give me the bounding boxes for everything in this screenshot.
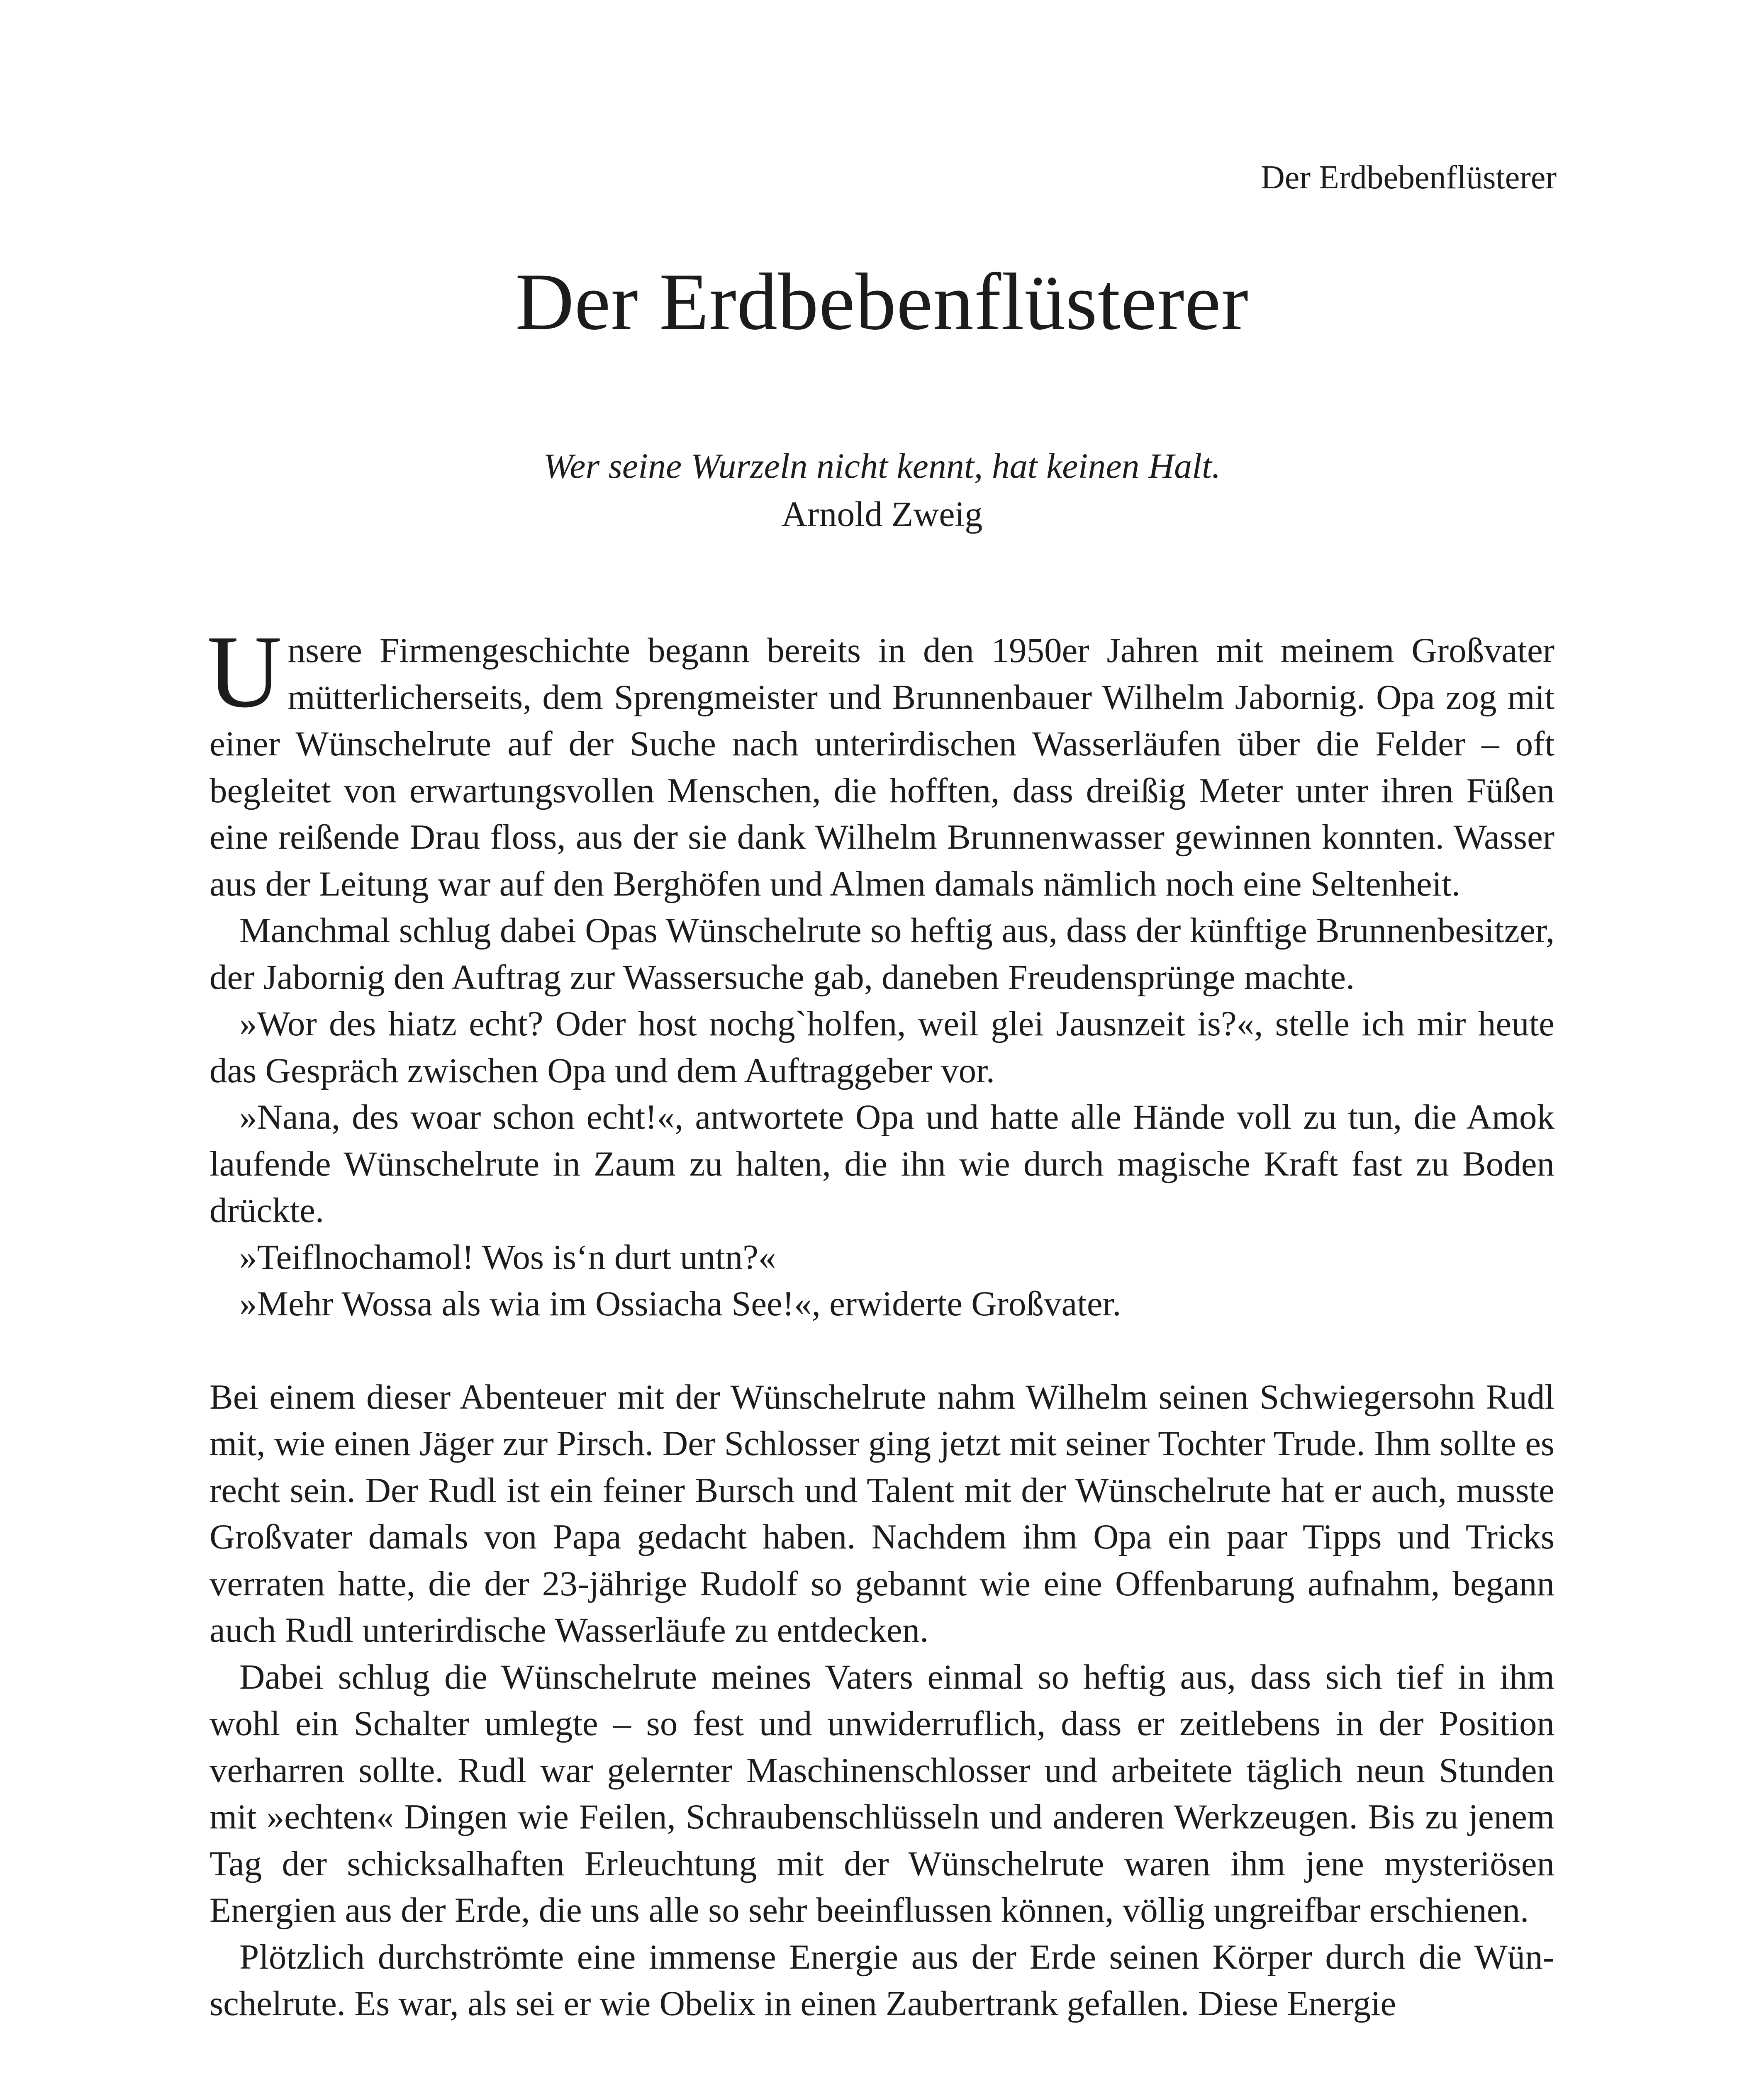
paragraph-4: »Nana, des woar schon echt!«, antwortete Opa und hatte alle Hände voll zu tun, die Amok laufende Wünschelrute in Zaum zu halten, die ihn wie durch magische Kraft fast zu Boden drückte.: [210, 1098, 1554, 1230]
paragraph-9: Plötzlich durchströmte eine immense Energie aus der Erde seinen Körper durch die Wünschelrute. Es war, als sei er wie Obelix in einen Zaubertrank gefallen. Diese Energie: [210, 1937, 1554, 2023]
paragraph-2: Manchmal schlug dabei Opas Wünschelrute so heftig aus, dass der künftige Brunnenbesitzer, der Jabornig den Auftrag zur Wassersuche gab, daneben Freudensprünge machte.: [210, 911, 1554, 997]
paragraph-1-text: nsere Firmengeschichte begann bereits in den 1950er Jahren mit meinem Großvater mütterlicherseits, dem Sprengmeister und Brunnenbauer Wilhelm Jabornig. Opa zog mit einer Wünschelrute auf der Suche nach unterirdischen Wasserläufen über die Felder – oft begleitet von erwartungsvollen Menschen, die hofften, dass dreißig Meter unter ihren Füßen eine reißende Drau floss, aus der sie dank Wilhelm Brunnenwasser gewinnen konnten. Wasser aus der Leitung war auf den Berghöfen und Almen damals nämlich noch eine Seltenheit.: [210, 631, 1554, 903]
paragraph-3: »Wor des hiatz echt? Oder host nochg`holfen, weil glei Jausnzeit is?«, stelle ich mir heute das Gespräch zwischen Opa und dem Auftraggeber vor.: [210, 1004, 1554, 1090]
paragraph-5: »Teiflnochamol! Wos is‘n durt untn?«: [239, 1237, 776, 1277]
drop-cap: U: [207, 614, 282, 729]
paragraph-8: Dabei schlug die Wünschelrute meines Vaters einmal so heftig aus, dass sich tief in ihm wohl ein Schalter umlegte – so fest und unwiderruflich, dass er zeitlebens in der Position verharren sollte. Rudl war gelernter Maschinenschlosser und arbeitete täglich neun Stunden mit »echten« Dingen wie Feilen, Schraubenschlüsseln und anderen Werkzeugen. Bis zu jenem Tag der schicksalhaften Erleuchtung mit der Wünschelrute waren ihm jene mysteriösen Energien aus der Erde, die uns alle so sehr beeinflussen können, völlig ungreifbar erschienen.: [210, 1657, 1554, 1930]
paragraph-6: »Mehr Wossa als wia im Ossiacha See!«, erwiderte Großvater.: [239, 1284, 1121, 1323]
epigraph: [0, 442, 1764, 538]
paragraph-1: [207, 614, 1554, 907]
epigraph-author: Arnold Zweig: [781, 494, 983, 534]
epigraph-quote: Wer seine Wurzeln nicht kennt, hat keinen Halt.: [543, 446, 1221, 486]
paragraph-7: Bei einem dieser Abenteuer mit der Wünschelrute nahm Wilhelm seinen Schwiegersohn Rudl mit, wie einen Jäger zur Pirsch. Der Schlosser ging jetzt mit seiner Tochter Trude. Ihm sollte es recht sein. Der Rudl ist ein feiner Bursch und Talent mit der Wünschelrute hat er auch, musste Großvater damals von Papa gedacht haben. Nachdem ihm Opa ein paar Tipps und Tricks verraten hatte, die der 23-jährige Rudolf so gebannt wie eine Offenbarung aufnahm, begann auch Rudl unterirdische Wasserläufe zu entdecken.: [210, 1377, 1554, 1650]
chapter-title: Der Erdbebenflüsterer: [515, 257, 1249, 347]
body-text: [207, 614, 1554, 2027]
running-header: Der Erdbebenflüsterer: [1261, 159, 1557, 196]
